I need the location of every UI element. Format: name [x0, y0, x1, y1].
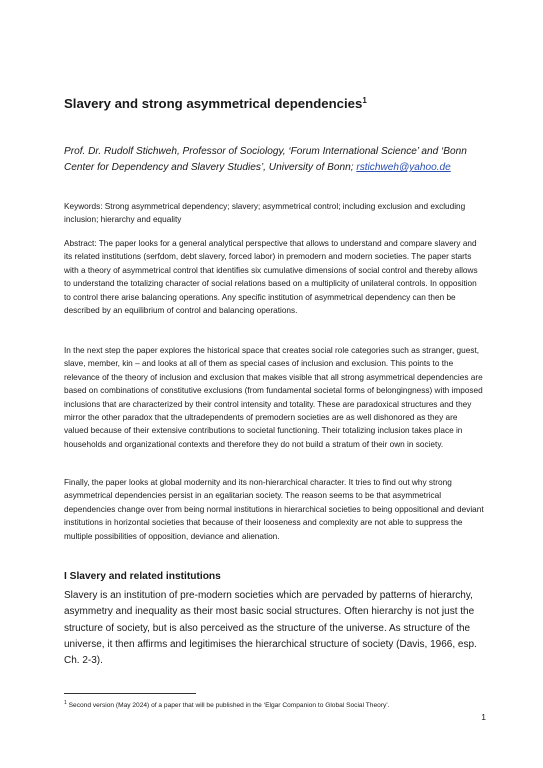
author-text: Prof. Dr. Rudolf Stichweh, Professor of Sociology, ‘Forum International Science’ and ‘Bonn Center for Dependency and Slavery Studies’, University of Bonn; — [64, 146, 467, 173]
keywords: Keywords: Strong asymmetrical dependency; slavery; asymmetrical control; including exclusion and excluding inclusion; hierarchy and equality — [64, 202, 466, 225]
title-footnote-mark[interactable]: 1 — [362, 96, 367, 105]
section-paragraph: Slavery is an institution of pre-modern societies which are pervaded by patterns of hierarchy, asymmetry and inequality as their most basic social structures. Often hierarchy is not just the structure of society, but is also perceived as the structure of the universe. As structure of the universe, it then affirms and legitimises the hierarchical structure of society (Davis, 1966, esp. Ch. 2-3). — [64, 590, 477, 667]
abstract-paragraph-2: In the next step the paper explores the historical space that creates social role categories such as stranger, guest, slave, member, kin – and looks at all of them as special cases of inclusion and exclusion. This points to the relevance of the theory of inclusion and exclusion that makes visible that all strong asymmetrical dependencies are based on combinations of constitutive exclusions (from fundamental societal forms of belongingness) with imposed inclusions that are characterized by their control intensity and totality. These are paradoxical structures and they mirror the other paradox that the ultradependents of premodern societies are as well dishonored as they are valued because of their extensive contributions to societal functioning. Their totalizing inclusion takes place in households and organizational contexts and therefore they do not build a stratum of their own in society. — [64, 346, 483, 449]
author-email-link[interactable]: rstichweh@yahoo.de — [356, 162, 451, 173]
footnote — [64, 699, 484, 710]
footnote-mark: 1 — [64, 700, 67, 706]
abstract-paragraph-3: Finally, the paper looks at global modernity and its non-hierarchical character. It tries to find out why strong asymmetrical dependencies persist in an egalitarian society. The reason seems to be that asymmetrical dependencies change over from being normal institutions in hierarchical societies to being oppositional and deviant institutions in horizontal societies that because of their looseness and complexity are not able to suppress the multiple possibilities of opposition, deviance and alienation. — [64, 478, 484, 541]
section-heading: I Slavery and related institutions — [64, 571, 221, 582]
page-number: 1 — [481, 712, 486, 722]
abstract-paragraph-1: Abstract: The paper looks for a general analytical perspective that allows to understand and compare slavery and its related institutions (serfdom, debt slavery, forced labor) in premodern and modern societies. The paper starts with a theory of asymmetrical control that identifies six cumulative dimensions of social control and thereby allows to understand the totalizing character of social relations based on a multiplicity of unilateral controls. In opposition to control there arise balancing operations. Any specific institution of asymmetrical dependency can then be described by an equilibrium of control and balancing operations. — [64, 239, 478, 316]
footnote-text: Second version (May 2024) of a paper that will be published in the ‘Elgar Companion to Global Social Theory’. — [68, 702, 390, 709]
footnote-divider — [64, 693, 196, 694]
paper-title — [64, 92, 484, 112]
author-affiliation — [64, 144, 484, 176]
paper-title-text: Slavery and strong asymmetrical dependencies — [64, 96, 363, 111]
